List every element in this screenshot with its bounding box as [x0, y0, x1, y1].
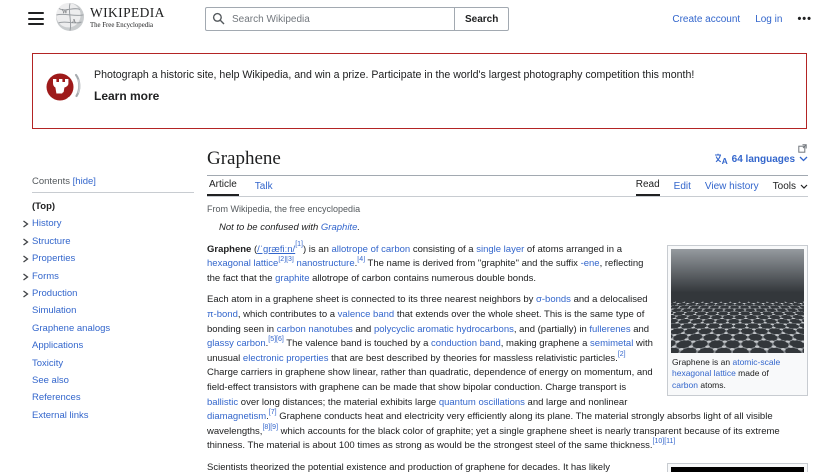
- top-header: [0, 0, 840, 40]
- sidebar-item-top[interactable]: [32, 201, 194, 213]
- inline-link[interactable]: diamagnetism: [207, 411, 267, 423]
- contents-label: Contents: [32, 176, 71, 187]
- sidebar-item-applications[interactable]: [32, 340, 194, 352]
- banner-message: Photograph a historic site, help Wikipedia, and win a prize. Participate in the world's largest photography competition this month!: [94, 69, 695, 81]
- inline-link[interactable]: allotrope of carbon: [331, 243, 411, 255]
- expand-section-icon[interactable]: [22, 273, 29, 285]
- sidebar-item-see-also[interactable]: [32, 375, 194, 387]
- wikipedia-logo[interactable]: [55, 2, 165, 32]
- wikipedia-globe-icon: [55, 2, 85, 32]
- reference-link[interactable]: [4]: [357, 256, 366, 264]
- languages-button[interactable]: [714, 153, 808, 165]
- sidebar-item-label: Production: [32, 287, 78, 299]
- inline-link[interactable]: polycyclic aromatic hydrocarbons: [373, 323, 514, 335]
- article-main: [207, 140, 808, 472]
- article-paragraph: Scientists theorized the potential existence and production of graphene for decades. It has likely: [207, 461, 610, 472]
- hatnote: Not to be confused with Graphite.: [219, 222, 360, 233]
- sidebar-item-label: Applications: [32, 340, 84, 352]
- graphene-lattice-image[interactable]: [671, 249, 804, 353]
- search-bar: [205, 7, 509, 31]
- wikipedia-wordmark: [90, 5, 165, 29]
- sidebar-item-production[interactable]: [32, 288, 194, 300]
- tools-button[interactable]: [773, 181, 808, 196]
- sidebar-item-label: Toxicity: [32, 357, 64, 369]
- hamburger-menu-icon[interactable]: [28, 12, 44, 26]
- search-button[interactable]: Search: [454, 7, 509, 31]
- search-icon: [212, 12, 225, 30]
- inline-link[interactable]: semimetal: [590, 338, 634, 350]
- login-link[interactable]: Log in: [755, 13, 783, 25]
- sidebar-item-structure[interactable]: [32, 236, 194, 248]
- sidebar-item-references[interactable]: [32, 392, 194, 404]
- inline-link[interactable]: atomic-scale hexagonal lattice: [672, 356, 781, 379]
- site-subtitle: From Wikipedia, the free encyclopedia: [207, 204, 361, 214]
- article-paragraph: Each atom in a graphene sheet is connected to its three nearest neighbors by σ-bonds and a delocalised π-bond, which contributes to a valence band that extends over the whole sheet. This is the same type of bonding seen in carbon nanotubes and polycyclic aromatic hydrocarbons, and (partially) in fullerenes and glassy carbon.[5][6] The valence band is touched by a conduction band, making graphene a semimetal with unusual electronic properties that are best described by theories for massless relativistic particles.[2] Charge carriers in graphene show linear, rather than quadratic, dependence of energy on momentum, and field-effect transistors with graphene can be made that show bipolar conduction. Charge transport is ballistic over long distances; the material exhibits large quantum oscillations and large and nonlinear diamagnetism.[7] Graphene conducts heat and electricity very efficiently along its plane. The material strongly absorbs light of all visible wavelengths,[8][9] which accounts for the black color of graphite; yet a single graphene sheet is nearly transparent because of its extreme thinness. The material is about 100 times as strong as would be the strongest steel of the same thickness.[10][11]: [207, 294, 780, 452]
- inline-link[interactable]: σ-bonds: [536, 294, 571, 306]
- sidebar-item-label: References: [32, 392, 81, 404]
- reference-link[interactable]: [1]: [295, 241, 303, 249]
- inline-link[interactable]: -ene: [580, 258, 600, 270]
- reference-link[interactable]: [7]: [268, 408, 277, 416]
- inline-link[interactable]: nanostructure: [296, 258, 355, 270]
- logo-tagline: The Free Encyclopedia: [90, 22, 154, 29]
- tab-article[interactable]: Article: [207, 179, 239, 196]
- expand-section-icon[interactable]: [22, 238, 29, 250]
- expand-section-icon[interactable]: [22, 255, 29, 267]
- table-of-contents: [32, 201, 194, 422]
- tools-label: Tools: [772, 181, 796, 192]
- inline-link[interactable]: /ˈɡræfiːn/: [257, 243, 296, 255]
- inline-link[interactable]: fullerenes: [589, 323, 631, 335]
- sidebar-item-label: Properties: [32, 253, 76, 265]
- inline-link[interactable]: π-bond: [207, 308, 238, 320]
- article-paragraph: Graphene (/ˈɡræfiːn/[1]) is an allotrope of carbon consisting of a single layer of atoms arranged in a hexagonal lattice[2][3] nanostructure.[4] The name is derived from "graphite" and the suffix -ene, reflecting the fact that the graphite allotrope of carbon contains numerous double bonds.: [207, 241, 644, 284]
- inline-link[interactable]: electronic properties: [242, 352, 329, 364]
- chevron-down-icon: [800, 184, 808, 190]
- reference-link[interactable]: [2][3]: [278, 256, 294, 264]
- view-edit[interactable]: Edit: [673, 181, 691, 192]
- view-history[interactable]: View history: [704, 181, 759, 192]
- sidebar-item-label: External links: [32, 409, 89, 421]
- sidebar-item-label: Forms: [32, 270, 59, 282]
- sidebar-item-label: Structure: [32, 235, 71, 247]
- expand-section-icon[interactable]: [22, 290, 29, 302]
- inline-link[interactable]: quantum oscillations: [438, 396, 525, 408]
- article-tab-bar: [207, 176, 808, 197]
- inline-link[interactable]: single layer: [476, 243, 525, 255]
- inline-link[interactable]: carbon nanotubes: [276, 323, 353, 335]
- view-read[interactable]: Read: [636, 179, 660, 196]
- more-options-icon[interactable]: •••: [797, 13, 812, 25]
- expand-section-icon[interactable]: [22, 220, 29, 232]
- languages-label: 64 languages: [731, 153, 795, 165]
- sidebar-item-history[interactable]: [32, 218, 194, 230]
- sidebar-item-label: Simulation: [32, 305, 77, 317]
- page-title: Graphene: [207, 148, 281, 169]
- inline-link[interactable]: carbon: [672, 379, 698, 390]
- sidebar-item-properties[interactable]: [32, 253, 194, 265]
- figure-caption: Graphene is an atomic-scale hexagonal lattice made of carbon atoms.: [672, 356, 781, 390]
- search-input[interactable]: [205, 7, 455, 31]
- inline-link[interactable]: hexagonal lattice: [207, 258, 279, 270]
- reference-link[interactable]: [5][6]: [268, 336, 284, 343]
- sidebar-item-label: See also: [32, 374, 69, 386]
- sidebar-item-external-links[interactable]: [32, 410, 194, 422]
- sidebar-item-forms[interactable]: [32, 271, 194, 283]
- reference-link[interactable]: [10][11]: [652, 438, 676, 446]
- sidebar-item-toxicity[interactable]: [32, 358, 194, 370]
- inline-link[interactable]: valence band: [337, 308, 395, 320]
- expand-figure-icon[interactable]: [798, 144, 807, 159]
- inline-link[interactable]: graphite: [275, 272, 310, 284]
- contents-sidebar: [32, 176, 194, 427]
- svg-text:A: A: [72, 18, 76, 25]
- reference-link[interactable]: [8][9]: [262, 423, 279, 431]
- sidebar-item-label: Graphene analogs: [32, 322, 111, 334]
- svg-text:A: A: [721, 156, 728, 165]
- sidebar-item-label: History: [32, 218, 62, 230]
- inline-link[interactable]: ballistic: [207, 396, 239, 408]
- tab-talk[interactable]: Talk: [254, 181, 273, 192]
- graphene-membrane-image[interactable]: [671, 467, 804, 472]
- sidebar-item-graphene-analogs[interactable]: [32, 323, 194, 335]
- create-account-link[interactable]: Create account: [672, 13, 741, 25]
- inline-link[interactable]: glassy carbon: [207, 338, 266, 350]
- svg-text:W: W: [62, 9, 68, 16]
- contents-header: [32, 176, 194, 193]
- translate-icon: [714, 153, 728, 165]
- sidebar-item-label: (Top): [32, 201, 56, 212]
- learn-more-link[interactable]: Learn more: [94, 89, 160, 103]
- article-content: [207, 221, 808, 472]
- reference-link[interactable]: [2]: [617, 350, 626, 358]
- wiki-loves-monuments-icon: [45, 68, 85, 111]
- hide-contents-link[interactable]: [hide]: [72, 176, 96, 187]
- sidebar-item-simulation[interactable]: [32, 305, 194, 317]
- lattice-figure: [667, 245, 808, 397]
- inline-link[interactable]: Graphite: [320, 222, 358, 233]
- campaign-banner: [32, 53, 807, 129]
- membrane-figure: [667, 463, 808, 472]
- logo-title: WIKIPEDIA: [90, 5, 165, 20]
- inline-link[interactable]: conduction band: [431, 338, 501, 350]
